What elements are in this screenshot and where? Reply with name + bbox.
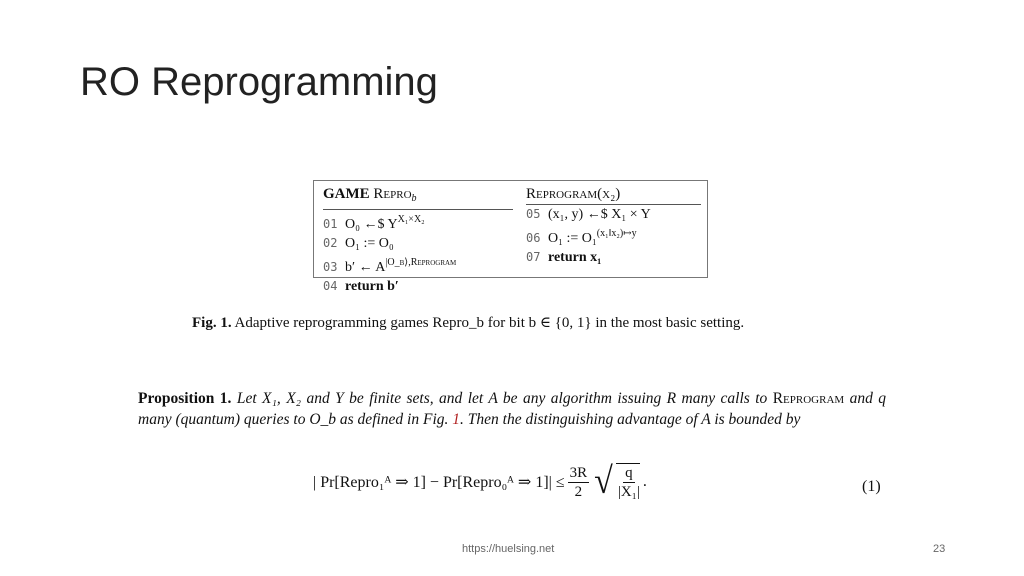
line-number: 06 <box>526 231 541 245</box>
game-line-05 <box>526 205 701 224</box>
line-number: 05 <box>526 207 541 221</box>
proposition <box>138 388 886 430</box>
formula-fraction <box>568 464 590 501</box>
game-line-01 <box>323 210 513 234</box>
caption-text: Adaptive reprogramming games Repro_b for bit b ∈ {0, 1} in the most basic setting. <box>234 315 745 331</box>
fraction-numerator: 3R <box>569 464 588 481</box>
line-number: 07 <box>526 250 541 264</box>
game-left-column <box>323 184 513 296</box>
game-left-header <box>323 184 513 210</box>
proposition-reprogram: Reprogram <box>772 390 845 407</box>
footer-url: https://huelsing.net <box>462 543 555 555</box>
equation-number: (1) <box>862 478 881 495</box>
sqrt-sign-icon: √ <box>594 461 613 502</box>
line-sup: |O_b⟩,Reprogram <box>385 257 457 268</box>
line-text: O₁ := O₁ <box>548 231 597 246</box>
game-definition-box <box>313 180 708 294</box>
figure-reference-link[interactable]: 1 <box>452 411 461 428</box>
slide-title: RO Reprogramming <box>80 60 438 104</box>
figure-caption <box>192 313 744 332</box>
line-text: return x₁ <box>548 250 602 265</box>
proposition-text-2: and q many (quantum) queries to O_b as defined in Fig. <box>138 390 887 428</box>
proposition-text-3: . Then the distinguishing advantage of A is bounded by <box>460 411 801 428</box>
line-number: 04 <box>323 279 338 293</box>
game-line-03 <box>323 253 513 277</box>
line-text: O₁ := O₀ <box>345 236 394 251</box>
line-sup: (x₁‖x₂)↦y <box>596 228 637 239</box>
line-number: 02 <box>323 236 338 250</box>
formula-end: . <box>642 473 647 490</box>
game-line-07 <box>526 248 701 267</box>
game-name: Repro <box>373 186 412 202</box>
game-right-header: Reprogram(x₂) <box>526 184 701 205</box>
line-number: 03 <box>323 260 338 274</box>
formula-sqrt <box>594 463 643 501</box>
proposition-text-1: Let X₁, X₂ and Y be finite sets, and let A be any algorithm issuing R many calls to <box>236 390 773 407</box>
fraction-denominator: 2 <box>574 483 583 500</box>
formula-lhs: | Pr[Repro₁ᴬ ⇒ 1] − Pr[Repro₀ᴬ ⇒ 1]| ≤ <box>313 474 565 491</box>
line-text: O₀ ←$ Y <box>345 217 398 232</box>
line-text: return b′ <box>345 279 399 294</box>
line-text: (x₁, y) ←$ X₁ × Y <box>548 207 651 222</box>
line-number: 01 <box>323 217 338 231</box>
game-line-04 <box>323 277 513 296</box>
game-keyword: GAME <box>323 186 370 202</box>
sqrt-denominator: |X₁| <box>617 484 640 500</box>
line-text: b′ ← A <box>345 260 386 275</box>
game-right-column <box>526 184 701 267</box>
line-sup: X₁×X₂ <box>397 214 425 225</box>
sqrt-numerator: q <box>625 465 633 481</box>
game-line-06 <box>526 224 701 248</box>
game-name-sub: b <box>411 193 417 204</box>
game-line-02 <box>323 234 513 253</box>
proposition-label: Proposition 1. <box>138 390 232 407</box>
caption-label: Fig. 1. <box>192 315 232 331</box>
bound-formula <box>313 463 647 501</box>
sqrt-fraction <box>616 463 640 501</box>
page-number: 23 <box>933 543 946 555</box>
